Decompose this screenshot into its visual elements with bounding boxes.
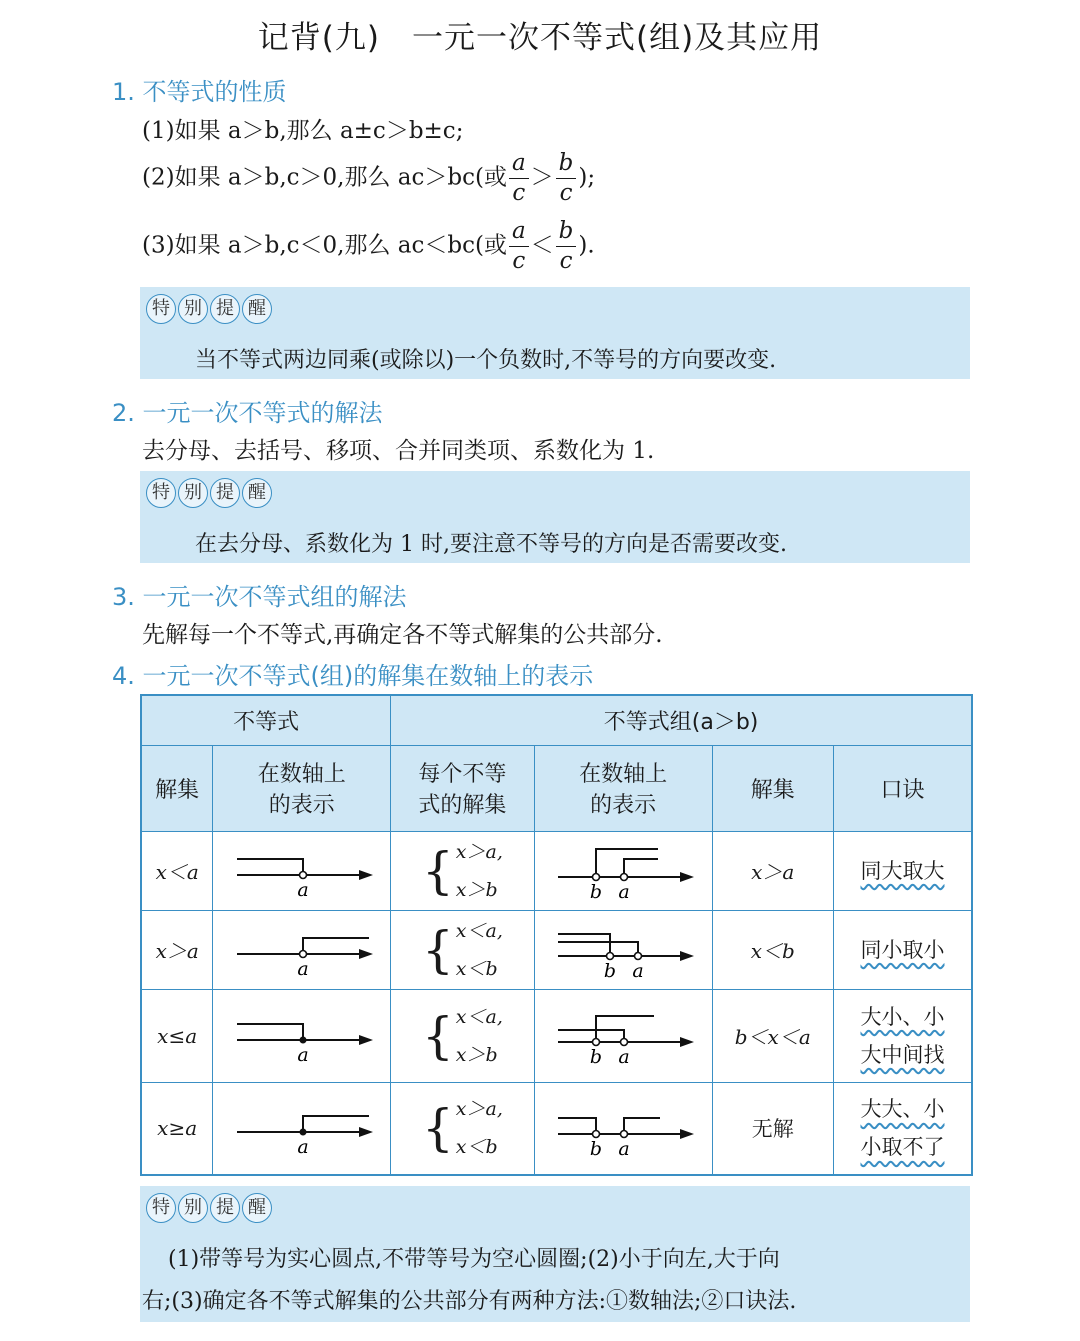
header-inequality: 不等式: [141, 695, 391, 745]
system-cell: { x＞a, x＞b: [391, 831, 535, 910]
section-3-text: 先解每一个不等式,再确定各不等式解集的公共部分.: [142, 622, 663, 648]
system-cell: { x＞a, x＜b: [391, 1082, 535, 1175]
system-solution-cell: x＜b: [712, 910, 833, 989]
system-number-line-cell: [534, 910, 712, 989]
system-solution-cell: x＞a: [712, 831, 833, 910]
system-cell: { x＜a, x＞b: [391, 989, 535, 1082]
system-number-line-cell: [534, 831, 712, 910]
solution-cell: x≥a: [141, 1082, 213, 1175]
page-title: 记背(九) 一元一次不等式(组)及其应用: [257, 20, 823, 56]
property-1: (1)如果 a＞b,那么 a±c＞b±c;: [142, 118, 464, 144]
table-row: [141, 831, 972, 910]
label-a: a: [297, 1043, 309, 1066]
property-3: (3)如果 a＞b,c＜0,那么 ac＜bc(或 $\frac{a}{c}$ ＜ $\frac{b}{c}$ ).: [142, 218, 595, 274]
tip-box-1: [140, 287, 970, 379]
label-a: a: [618, 1138, 630, 1159]
header-axis: 在数轴上 的表示: [213, 745, 391, 831]
tip-box-2: [140, 471, 970, 563]
system-number-line-diagram: [548, 1098, 698, 1158]
number-line-diagram: [227, 841, 377, 901]
system-number-line-cell: [534, 989, 712, 1082]
section-3-heading: 3. 一元一次不等式组的解法: [112, 583, 407, 611]
table-row: [141, 910, 972, 989]
header-axis-2: 在数轴上 的表示: [534, 745, 712, 831]
system-cell: { x＜a, x＜b: [391, 910, 535, 989]
system-number-line-cell: [534, 1082, 712, 1175]
number-line-cell: [213, 989, 391, 1082]
tip-text-3-line-2: 右;(3)确定各不等式解集的公共部分有两种方法:①数轴法;②口诀法.: [142, 1289, 797, 1314]
label-a: a: [618, 1045, 630, 1066]
system-number-line-diagram: [548, 920, 698, 980]
header-solution: 解集: [141, 745, 213, 831]
header-system: 不等式组(a＞b): [391, 695, 972, 745]
system-solution-cell: b＜x＜a: [712, 989, 833, 1082]
label-a: a: [632, 959, 644, 980]
label-a: a: [297, 957, 309, 980]
header-each: 每个不等 式的解集: [391, 745, 535, 831]
section-4-heading: 4. 一元一次不等式(组)的解集在数轴上的表示: [112, 662, 594, 690]
number-line-diagram: [227, 1098, 377, 1158]
label-b: b: [590, 880, 603, 901]
rhyme-cell: 同大取大: [833, 831, 972, 910]
number-line-diagram: [227, 1006, 377, 1066]
solution-cell: x＞a: [141, 910, 213, 989]
section-2-text: 去分母、去括号、移项、合并同类项、系数化为 1.: [142, 438, 655, 464]
tip-label: 特 别 提 醒: [146, 1193, 272, 1223]
number-line-table: [140, 694, 973, 1176]
label-b: b: [604, 959, 617, 980]
system-number-line-diagram: [548, 841, 698, 901]
system-number-line-diagram: [548, 1006, 698, 1066]
tip-box-3: [140, 1186, 970, 1322]
system-solution-cell: 无解: [712, 1082, 833, 1175]
tip-label: 特 别 提 醒: [146, 294, 272, 324]
label-b: b: [590, 1138, 603, 1159]
label-a: a: [297, 878, 309, 901]
tip-text-3-line-1: (1)带等号为实心圆点,不带等号为空心圆圈;(2)小于向左,大于向: [168, 1247, 780, 1272]
section-2-heading: 2. 一元一次不等式的解法: [112, 399, 383, 427]
tip-text-1: 当不等式两边同乘(或除以)一个负数时,不等号的方向要改变.: [195, 348, 777, 373]
section-1-heading: 1. 不等式的性质: [112, 78, 287, 106]
header-solution-2: 解集: [712, 745, 833, 831]
header-rhyme: 口诀: [833, 745, 972, 831]
label-b: b: [590, 1045, 603, 1066]
rhyme-cell: 同小取小: [833, 910, 972, 989]
tip-text-2: 在去分母、系数化为 1 时,要注意不等号的方向是否需要改变.: [195, 532, 787, 557]
label-a: a: [618, 880, 630, 901]
solution-cell: x≤a: [141, 989, 213, 1082]
rhyme-cell: 大小、小 大中间找: [833, 989, 972, 1082]
table-row: [141, 989, 972, 1082]
rhyme-cell: 大大、小 小取不了: [833, 1082, 972, 1175]
label-a: a: [297, 1136, 309, 1159]
number-line-diagram: [227, 920, 377, 980]
solution-cell: x＜a: [141, 831, 213, 910]
tip-label: 特 别 提 醒: [146, 478, 272, 508]
number-line-cell: [213, 1082, 391, 1175]
number-line-cell: [213, 831, 391, 910]
table-row: [141, 1082, 972, 1175]
property-2: (2)如果 a＞b,c＞0,那么 ac＞bc(或 $\frac{a}{c}$ ＞ $\frac{b}{c}$ );: [142, 150, 596, 206]
number-line-cell: [213, 910, 391, 989]
